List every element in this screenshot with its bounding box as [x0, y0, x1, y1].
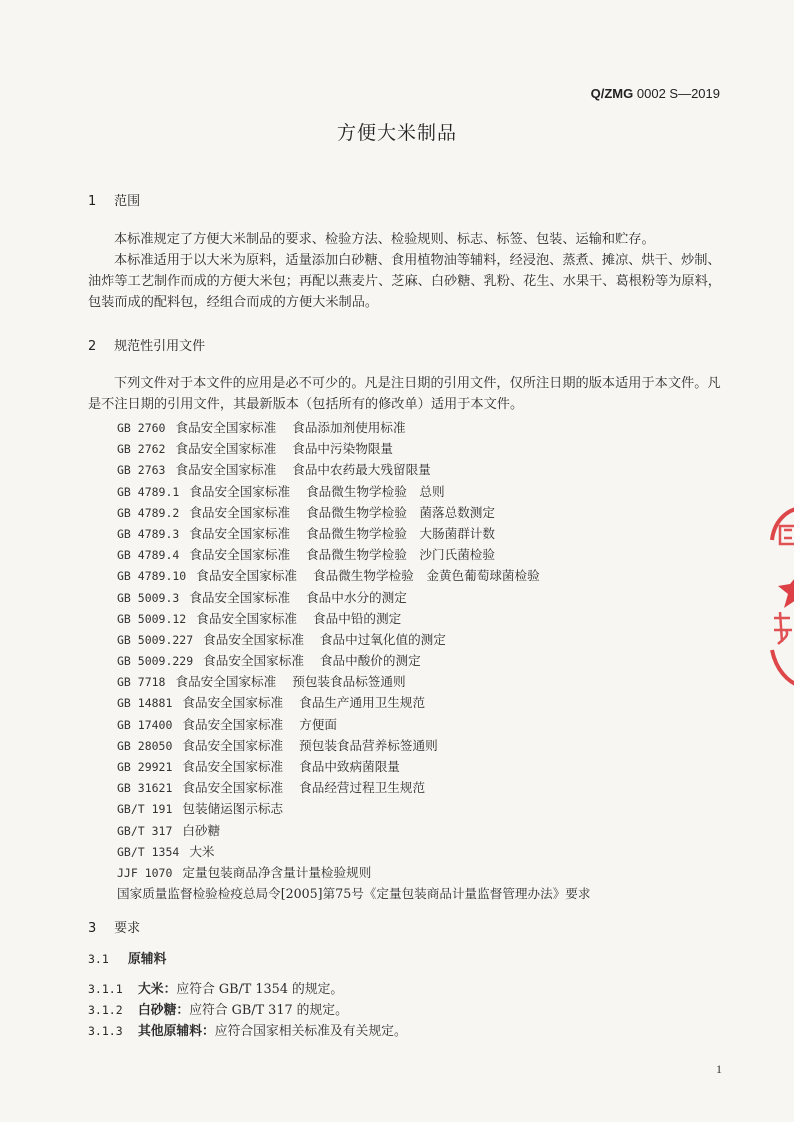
reference-item: [117, 544, 737, 565]
reference-item: [117, 587, 737, 608]
scope-paragraph-1: 本标准规定了方便大米制品的要求、检验方法、检验规则、标志、标签、包装、运输和贮存。: [114, 232, 655, 247]
reference-code: GB 5009.227: [117, 632, 194, 647]
section-title: 要求: [114, 921, 141, 936]
page-number: 1: [716, 1062, 722, 1076]
reference-category: 食品安全国家标准: [182, 716, 284, 732]
references-intro-text: 下列文件对于本文件的应用是必不可少的。凡是注日期的引用文件，仅所注日期的版本适用于本文件。凡是不注日期的引用文件，其最新版本（包括所有的修改单）适用于本文件。: [88, 376, 721, 412]
reference-title: 食品中农药最大残留限量: [292, 462, 431, 478]
reference-code: GB 29921: [117, 760, 173, 774]
reference-code: GB 31621: [117, 781, 173, 796]
reference-category: 食品安全国家标准: [182, 759, 284, 774]
reference-title: 方便面: [299, 716, 337, 732]
reference-regulation: 国家质量监督检验检疫总局令[2005]第75号《定量包装商品计量监督管理办法》要求: [117, 886, 591, 902]
reference-title: 食品微生物学检验 总则: [306, 483, 445, 499]
reference-code: GB 5009.3: [117, 590, 180, 605]
reference-code: GB 28050: [117, 738, 173, 753]
reference-code: GB 5009.12: [117, 611, 187, 626]
reference-category: 食品安全国家标准: [196, 568, 297, 584]
reference-item: [117, 756, 737, 777]
reference-category: 定量包装商品净含量计量检验规则: [182, 864, 372, 880]
section-number: 3: [88, 921, 97, 936]
clause-label: 大米：: [138, 982, 177, 997]
reference-code: GB 4789.1: [117, 484, 180, 499]
reference-code: GB 2763: [117, 463, 166, 478]
reference-title: 食品微生物学检验 金黄色葡萄球菌检验: [313, 568, 540, 584]
reference-code: GB 7718: [117, 675, 166, 690]
clause-other-materials: [88, 1020, 407, 1039]
reference-title: 食品经营过程卫生规范: [299, 780, 426, 796]
reference-item: [117, 502, 737, 523]
reference-title: 食品中污染物限量: [292, 441, 393, 457]
reference-category: 大米: [189, 843, 215, 859]
clause-label: 白砂糖：: [138, 1003, 190, 1018]
reference-title: 食品中水分的测定: [306, 589, 407, 605]
reference-title: 食品微生物学检验 大肠菌群计数: [306, 525, 495, 541]
reference-title: 食品添加剂使用标准: [292, 420, 406, 435]
reference-code: GB 14881: [117, 696, 173, 711]
reference-category: 白砂糖: [182, 822, 221, 838]
reference-code: GB 2762: [117, 442, 166, 457]
subsection-number: 3.1: [88, 952, 109, 966]
reference-category: 食品安全国家标准: [175, 674, 277, 690]
reference-title: 食品中致病菌限量: [299, 759, 400, 774]
reference-title: 食品微生物学检验 菌落总数测定: [306, 504, 495, 520]
clause-text: 应符合国家相关标准及有关规定。: [214, 1024, 407, 1039]
reference-item: [117, 608, 737, 629]
reference-category: 食品安全国家标准: [182, 737, 284, 753]
reference-item: [117, 798, 737, 819]
reference-item: [117, 523, 737, 544]
clause-label: 其他原辅料：: [138, 1024, 215, 1039]
reference-category: 食品安全国家标准: [182, 780, 284, 796]
document-title: 方便大米制品: [336, 122, 457, 144]
reference-list: [117, 417, 737, 904]
clause-rice: [88, 978, 343, 997]
reference-category: 食品安全国家标准: [203, 631, 304, 647]
reference-code: GB 17400: [117, 717, 173, 732]
reference-item: [117, 438, 737, 459]
reference-category: 食品安全国家标准: [182, 695, 284, 711]
reference-item: [117, 629, 737, 650]
reference-title: 食品生产通用卫生规范: [299, 695, 426, 711]
reference-code: GB/T 317: [117, 823, 173, 838]
reference-code: GB/T 191: [117, 802, 173, 817]
reference-item: [117, 777, 737, 798]
clause-number: 3.1.1: [88, 982, 123, 996]
reference-category: 食品安全国家标准: [196, 610, 297, 626]
standard-number: 0002 S—2019: [636, 86, 720, 101]
reference-item: [117, 417, 737, 438]
reference-category: 食品安全国家标准: [203, 653, 304, 669]
reference-title: 预包装食品标签通则: [292, 674, 406, 690]
reference-title: 预包装食品营养标签通则: [299, 737, 438, 753]
reference-code: GB/T 1354: [117, 844, 180, 859]
reference-category: 食品安全国家标准: [189, 525, 291, 541]
section-heading-scope: [88, 190, 140, 209]
reference-code: GB 5009.229: [117, 654, 194, 669]
scope-paragraphs: [88, 229, 728, 313]
reference-item: [117, 735, 737, 756]
section-heading-references: [88, 335, 205, 354]
reference-item: [117, 565, 737, 586]
reference-item: [117, 481, 737, 502]
reference-code: GB 4789.3: [117, 526, 180, 541]
reference-category: 食品安全国家标准: [175, 420, 277, 435]
scope-paragraph-2: 本标准适用于以大米为原料，适量添加白砂糖、食用植物油等辅料，经浸泡、蒸煮、摊凉、烘干、炒制、油炸等工艺制作而成的方便大米包；再配以燕麦片、芝麻、白砂糖、乳粉、花生、水果干、葛根粉等为原料，包装而成的配料包，经组合而成的方便大米制品。: [88, 253, 721, 310]
reference-title: 食品中过氧化值的测定: [319, 631, 446, 647]
reference-item: [117, 459, 737, 480]
reference-item: [117, 841, 737, 862]
clause-white-sugar: [88, 999, 348, 1018]
standard-code: [560, 86, 720, 101]
standard-prefix: Q/ZMG: [590, 86, 634, 101]
reference-item: [117, 692, 737, 713]
reference-code: GB 4789.2: [117, 505, 180, 520]
clause-text: 应符合 GB/T 317 的规定。: [189, 1003, 348, 1018]
section-title: 规范性引用文件: [114, 339, 206, 354]
clause-number: 3.1.2: [88, 1003, 123, 1017]
section-heading-requirements: [88, 917, 140, 936]
reference-code: GB 4789.10: [117, 569, 187, 584]
reference-category: 食品安全国家标准: [175, 462, 277, 478]
reference-code: GB 2760: [117, 421, 166, 435]
reference-title: 食品中铅的测定: [313, 610, 402, 626]
section-number: 2: [88, 339, 97, 354]
reference-category: 食品安全国家标准: [189, 547, 291, 563]
section-number: 1: [88, 194, 97, 209]
reference-item: [117, 883, 737, 904]
section-title: 范围: [114, 194, 141, 209]
reference-item: [117, 820, 737, 841]
reference-title: 食品微生物学检验 沙门氏菌检验: [306, 547, 495, 563]
subsection-raw-materials: [88, 948, 166, 967]
reference-title: 食品中酸价的测定: [319, 653, 421, 669]
reference-item: [117, 671, 737, 692]
reference-code: JJF 1070: [117, 865, 173, 880]
reference-category: 食品安全国家标准: [189, 504, 291, 520]
references-intro: [88, 373, 728, 415]
official-seal-stamp: [760, 500, 794, 690]
clause-text: 应符合 GB/T 1354 的规定。: [176, 982, 344, 997]
reference-item: [117, 862, 737, 883]
clause-number: 3.1.3: [88, 1024, 123, 1038]
reference-category: 食品安全国家标准: [189, 589, 291, 605]
reference-item: [117, 714, 737, 735]
subsection-title: 原辅料: [128, 952, 167, 967]
reference-item: [117, 650, 737, 671]
reference-code: GB 4789.4: [117, 548, 180, 563]
reference-category: 包装储运图示标志: [182, 801, 284, 817]
reference-category: 食品安全国家标准: [175, 441, 277, 457]
reference-category: 食品安全国家标准: [189, 483, 291, 499]
